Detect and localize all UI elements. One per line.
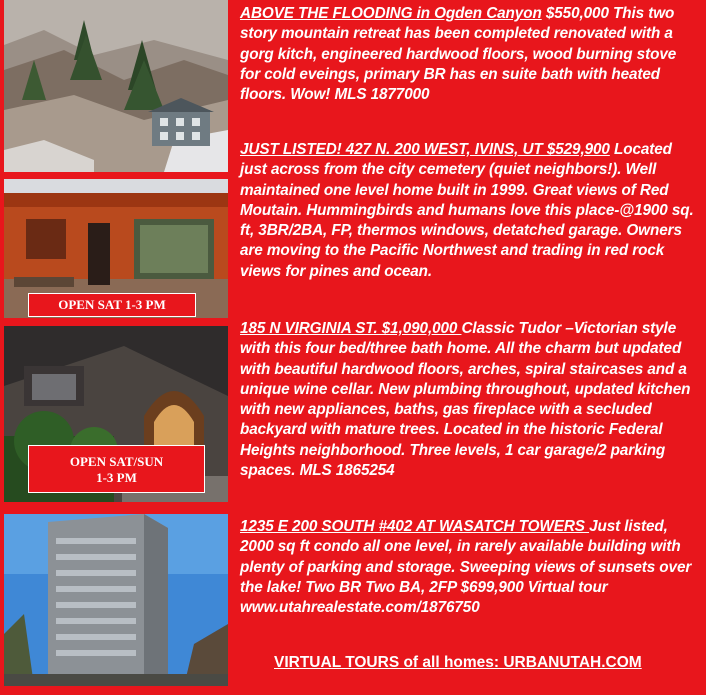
- photo-wasatch-towers: [4, 514, 228, 686]
- listing-body: Located just across from the city cemetery (quiet neighbors!). Well maintained one level home built in 1999. Great views of Red Moutain. Hummingbirds and humans love this place-@1900 sq. ft, 3BR/2BA, FP, thermos windows, detatched garage. Owners are moving to the Pacific Northwest and trading in red rock views for pines and ocean.: [240, 141, 694, 280]
- photo-mountain-retreat: [4, 0, 228, 172]
- listing-body: $550,000 This two story mountain retreat has been completed renovated with a gorg kitch, engineered hardwood floors, wood burning stove for cold eveings, primary BR has en suite bath with heated floors. Wow! MLS 1877000: [240, 5, 677, 104]
- virtual-tours-link[interactable]: VIRTUAL TOURS of all homes: URBANUTAH.COM: [274, 654, 642, 671]
- open-house-badge-satsun-line2: 1-3 PM: [96, 470, 137, 485]
- listing-headline: 185 N VIRGINIA ST. $1,090,000: [240, 320, 462, 337]
- listing-wasatch-towers: [240, 517, 700, 618]
- listing-headline: JUST LISTED! 427 N. 200 WEST, IVINS, UT $529,900: [240, 141, 610, 158]
- listing-body: Just listed, 2000 sq ft condo all one level, in rarely available building with plenty of parking and storage. Sweeping views of sunsets over the lake! Two BR Two BA, 2FP $699,900 Virtual tour www.utahrealestate.com/1876750: [240, 518, 692, 617]
- listing-ogden-canyon: [240, 4, 700, 105]
- open-house-badge-satsun: [28, 445, 205, 493]
- listing-ivins: [240, 140, 700, 282]
- listing-headline: 1235 E 200 SOUTH #402 AT WASATCH TOWERS: [240, 518, 590, 535]
- open-house-badge-sat: [28, 293, 196, 317]
- listing-virginia-st: [240, 319, 700, 481]
- listing-headline: ABOVE THE FLOODING in Ogden Canyon: [240, 5, 542, 22]
- open-house-badge-satsun-line1: OPEN SAT/SUN: [69, 454, 164, 469]
- open-house-badge-sat-label: OPEN SAT 1-3 PM: [58, 297, 166, 312]
- listing-body: Classic Tudor –Victorian style with this four bed/three bath home. All the charm but updated with beautiful hardwood floors, arches, spiral staircases and a unique wine cellar. New plumbing throughout, updated kitchen with new appliances, baths, gas fireplace with a secluded backyard with mature trees. Located in the historic Federal Heights neighborhood. Three levels, 1 car garage/2 parking spaces. MLS 1865254: [240, 320, 691, 480]
